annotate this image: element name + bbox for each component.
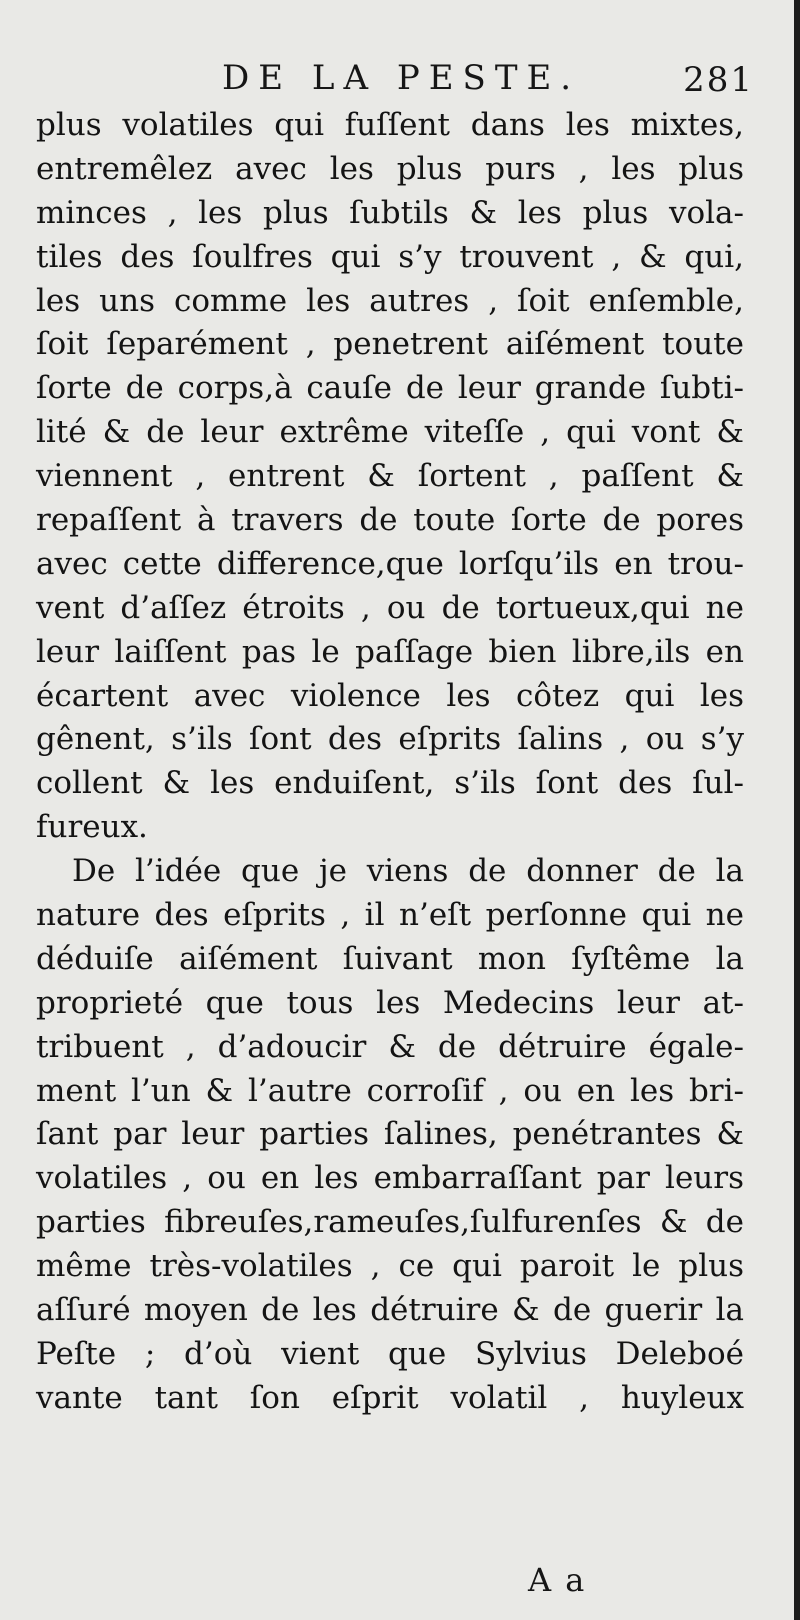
signature-mark: A a <box>528 1561 587 1599</box>
text-line: ſant par leur parties ſalines, penétrantes & <box>36 1116 744 1153</box>
text-line: collent & les enduiſent, s’ils ſont des ſul- <box>36 765 744 802</box>
text-line: entremêlez avec les plus purs , les plus <box>36 150 744 187</box>
paragraph-end-line: fureux. <box>36 809 148 846</box>
text-line: parties fibreuſes,rameuſes,ſulfurenſes & de <box>36 1204 744 1241</box>
text-line: leur laiſſent pas le paſſage bien libre,ils en <box>36 633 744 670</box>
text-line: repaſſent à travers de toute ſorte de pores <box>36 502 744 539</box>
text-line: aſſuré moyen de les détruire & de guerir la <box>36 1292 744 1329</box>
text-line: proprieté que tous les Medecins leur at- <box>36 984 744 1021</box>
text-line: plus volatiles qui fuſſent dans les mixtes, <box>36 107 744 143</box>
text-line: ment l’un & l’autre corroſif , ou en les bri- <box>36 1072 744 1109</box>
running-title: DE LA PESTE. <box>222 58 581 98</box>
page-number: 281 <box>683 60 754 100</box>
text-line: gênent, s’ils ſont des eſprits ſalins , ou s’y <box>36 721 744 758</box>
text-line: ſoit ſeparément , penetrent aiſément toute <box>36 326 744 363</box>
text-line: lité & de leur extrême viteſſe , qui vont & <box>36 414 744 451</box>
paragraph-start-line: De l’idée que je viens de donner de la <box>72 853 744 890</box>
text-line: même très-volatiles , ce qui paroit le plus <box>36 1248 744 1285</box>
text-line: viennent , entrent & ſortent , paſſent & <box>36 458 744 495</box>
text-line: minces , les plus ſubtils & les plus vola- <box>36 194 744 231</box>
text-line: ſorte de corps,à cauſe de leur grande ſubti- <box>36 370 744 407</box>
text-line: avec cette difference,que lorſqu’ils en trou- <box>36 545 744 582</box>
page-edge <box>794 0 800 1620</box>
text-line: écartent avec violence les côtez qui les <box>36 677 744 714</box>
text-line: nature des eſprits , il n’eſt perſonne qui ne <box>36 897 744 934</box>
body-text <box>36 104 744 1421</box>
text-line: déduiſe aiſément ſuivant mon ſyſtême la <box>36 940 744 977</box>
text-line: vante tant ſon eſprit volatil , huyleux <box>36 1379 744 1416</box>
text-line: les uns comme les autres , ſoit enſemble, <box>36 282 744 319</box>
text-line: tribuent , d’adoucir & de détruire égale- <box>36 1028 744 1065</box>
text-line: volatiles , ou en les embarraſſant par leurs <box>36 1160 744 1197</box>
page-header <box>0 54 760 104</box>
text-line: vent d’aſſez étroits , ou de tortueux,qui ne <box>36 589 744 626</box>
text-line: tiles des ſoulfres qui s’y trouvent , & qui, <box>36 238 744 275</box>
text-line: Peſte ; d’où vient que Sylvius Deleboé <box>36 1335 744 1372</box>
